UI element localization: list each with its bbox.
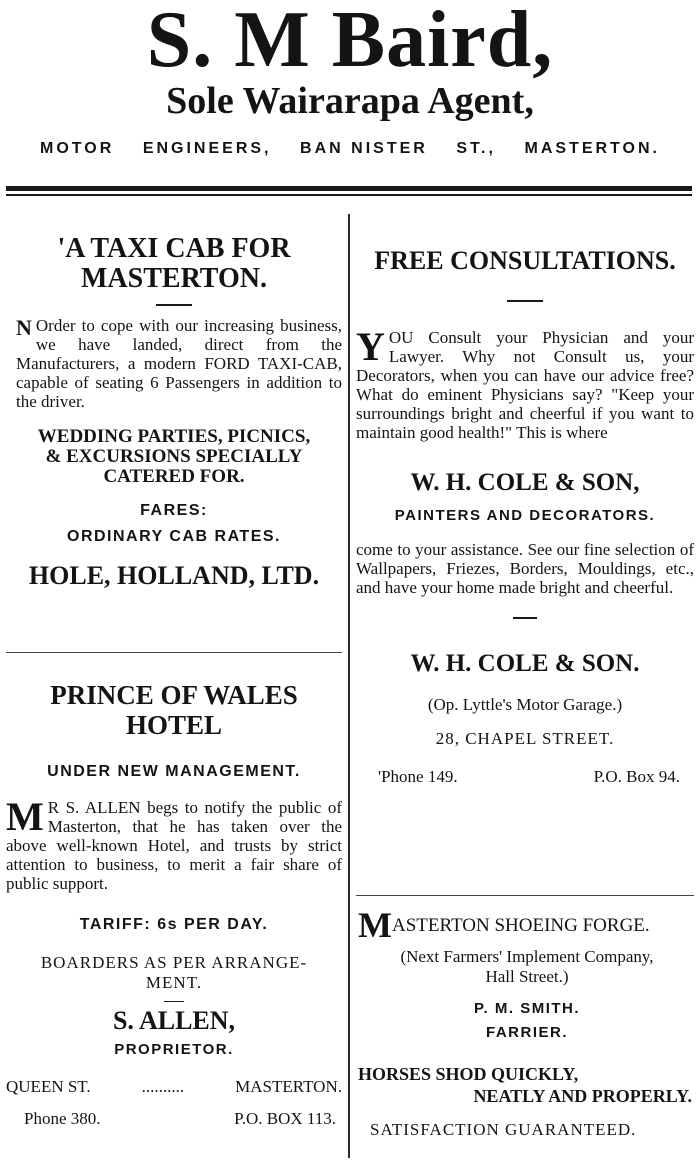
address-word: ENGINEERS, bbox=[142, 140, 272, 157]
address-word: BAN NISTER bbox=[300, 140, 428, 157]
hotel-street-row bbox=[6, 1076, 342, 1098]
address-word: ST., bbox=[456, 140, 496, 157]
header-advert bbox=[0, 0, 700, 200]
consult-body2: come to your assistance. See our fine selection of Wallpapers, Friezes, Borders, Mouldings, etc., and have your home made bright and cheerful. bbox=[356, 540, 694, 597]
forge-guarantee: SATISFACTION GUARANTEED. bbox=[370, 1120, 637, 1139]
hotel-title-line2: HOTEL bbox=[125, 710, 223, 740]
header-name: S. M Baird, bbox=[146, 0, 554, 84]
hotel-dots: .......... bbox=[141, 1077, 185, 1096]
forge-owner: P. M. SMITH. bbox=[473, 1000, 581, 1017]
consult-trade: PAINTERS AND DECORATORS. bbox=[394, 507, 656, 524]
section-rule bbox=[6, 652, 342, 653]
taxi-wedding-line1: WEDDING PARTIES, PICNICS, bbox=[37, 426, 311, 447]
hotel-boarders-line1: BOARDERS AS PER ARRANGE- bbox=[40, 953, 308, 972]
forge-title: ASTERTON SHOEING FORGE. bbox=[391, 915, 650, 936]
consult-body bbox=[356, 324, 694, 442]
address-word: MOTOR bbox=[40, 140, 115, 157]
taxi-wedding-line3: CATERED FOR. bbox=[103, 466, 245, 487]
forge-drop-cap: M bbox=[358, 905, 392, 945]
hotel-town: MASTERTON. bbox=[235, 1077, 342, 1096]
hotel-role: PROPRIETOR. bbox=[114, 1041, 234, 1058]
header-rule-thin bbox=[6, 194, 692, 196]
address-word: MASTERTON. bbox=[524, 140, 660, 157]
header-address bbox=[40, 140, 660, 158]
hotel-phone: Phone 380. bbox=[24, 1109, 101, 1128]
header-agent: Sole Wairarapa Agent, bbox=[166, 80, 534, 122]
column-divider bbox=[348, 214, 350, 1158]
hotel-owner: S. ALLEN, bbox=[112, 1006, 236, 1035]
hotel-advert bbox=[6, 680, 342, 1130]
consult-title: FREE CONSULTATIONS. bbox=[374, 246, 676, 275]
forge-title-row bbox=[358, 905, 696, 945]
taxi-body-text: Order to cope with our increasing business, we have landed, direct from the Manufacturers, a modern FORD TAXI-CAB, capable of seating 6 Passengers in addition to the driver. bbox=[16, 316, 342, 411]
header-rule-thick bbox=[6, 186, 692, 191]
hotel-tariff: TARIFF: 6s PER DAY. bbox=[79, 916, 269, 933]
hotel-boarders-line2: MENT. bbox=[145, 973, 203, 992]
consult-street: 28, CHAPEL STREET. bbox=[435, 729, 615, 748]
hotel-body bbox=[6, 794, 342, 893]
separator bbox=[164, 1001, 184, 1002]
hotel-body-text: R S. ALLEN begs to notify the public of Masterton, that he has taken over the above well-known Hotel, and trusts by strict attention to business, to merit a fair share of public support. bbox=[6, 798, 342, 893]
taxi-title-line1: 'A TAXI CAB FOR bbox=[57, 233, 291, 264]
hotel-street: QUEEN ST. bbox=[6, 1077, 91, 1096]
taxi-drop-cap: N bbox=[16, 315, 32, 340]
taxi-title-line2: MASTERTON. bbox=[81, 263, 267, 294]
forge-horses-line2: NEATLY AND PROPERLY. bbox=[473, 1086, 692, 1106]
forge-advert bbox=[358, 905, 696, 1141]
hotel-contact-row bbox=[6, 1108, 342, 1130]
forge-location-line1: (Next Farmers' Implement Company, bbox=[400, 947, 654, 966]
separator bbox=[507, 300, 543, 302]
consult-contact-row bbox=[356, 767, 694, 787]
forge-location-line2: Hall Street.) bbox=[485, 967, 569, 986]
consult-drop-cap: Y bbox=[356, 324, 385, 369]
taxi-body bbox=[6, 316, 342, 411]
consult-firm: W. H. COLE & SON, bbox=[410, 469, 640, 496]
section-rule bbox=[356, 895, 694, 896]
hotel-box: P.O. BOX 113. bbox=[234, 1109, 336, 1128]
taxi-advert bbox=[6, 234, 342, 591]
taxi-wedding-line2: & EXCURSIONS SPECIALLY bbox=[45, 446, 303, 467]
consult-advert bbox=[356, 246, 694, 787]
taxi-company: HOLE, HOLLAND, LTD. bbox=[28, 561, 320, 590]
consult-body-text: OU Consult your Physician and your Lawyer. Why not Consult us, your Decorators, when you can have our advice free? What do eminent Physicians say? "Keep your surroundings bright and cheerful if you want to maintain good health!" This is where bbox=[356, 328, 694, 442]
consult-location: (Op. Lyttle's Motor Garage.) bbox=[427, 695, 623, 714]
taxi-fares-label: FARES: bbox=[140, 502, 208, 519]
consult-box: P.O. Box 94. bbox=[593, 767, 680, 786]
hotel-title-line1: PRINCE OF WALES bbox=[50, 680, 298, 710]
consult-phone: 'Phone 149. bbox=[378, 767, 458, 786]
hotel-management: UNDER NEW MANAGEMENT. bbox=[47, 763, 301, 780]
forge-role: FARRIER. bbox=[485, 1024, 568, 1041]
separator bbox=[156, 304, 192, 306]
consult-firm2: W. H. COLE & SON. bbox=[410, 650, 640, 677]
separator bbox=[513, 617, 537, 619]
forge-horses-line1: HORSES SHOD QUICKLY, bbox=[358, 1064, 579, 1084]
hotel-drop-cap: M bbox=[6, 794, 44, 839]
taxi-fares-value: ORDINARY CAB RATES. bbox=[67, 528, 281, 545]
